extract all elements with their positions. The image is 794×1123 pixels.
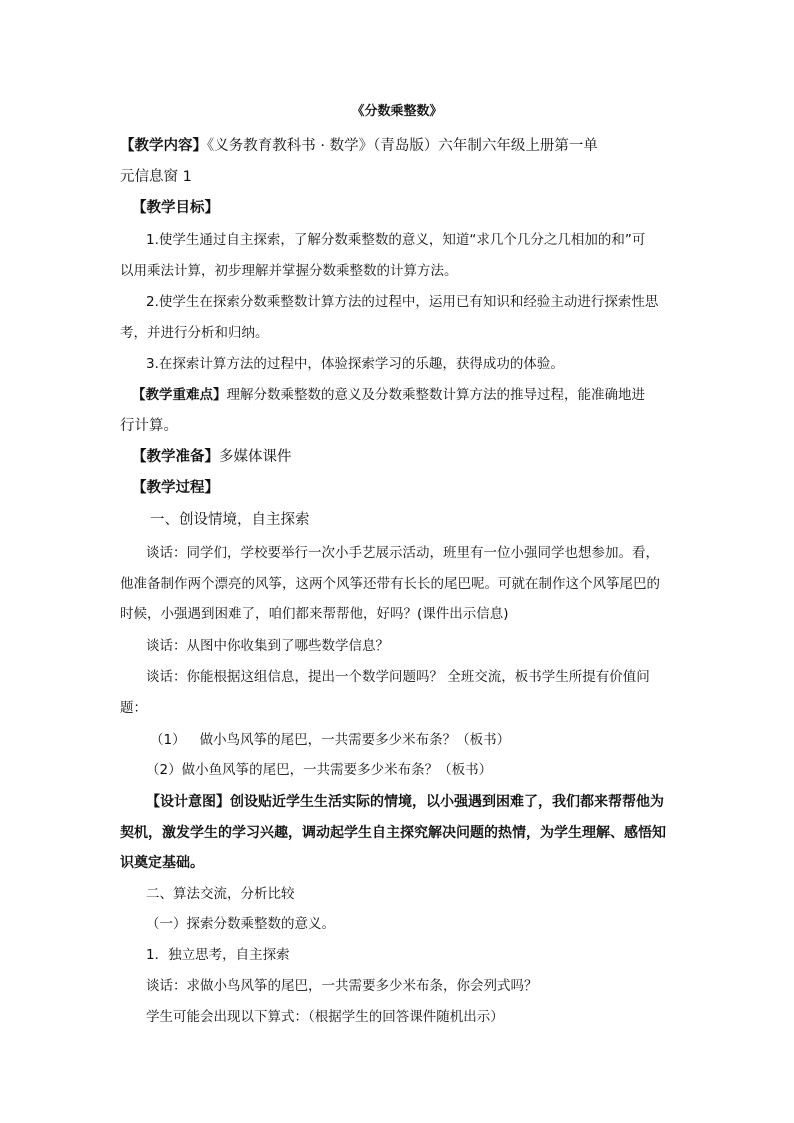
key-points-text: 理解分数乘整数的意义及分数乘整数计算方法的推导过程，能准确地进: [226, 387, 645, 403]
question-1: [150, 730, 510, 750]
preparation-text: 多媒体课件: [219, 449, 292, 465]
key-points-line-1: [132, 385, 645, 405]
step-1: 1．独立思考，自主探索: [146, 947, 290, 963]
objective-2-line-2: 考，并进行分析和归纳。: [120, 325, 269, 341]
objective-2-line-1: 2.使学生在探索分数乘整数计算方法的过程中，运用已有知识和经验主动进行探索性思: [146, 294, 659, 310]
objective-3: 3.在探索计算方法的过程中，体验探索学习的乐趣，获得成功的体验。: [146, 356, 564, 372]
key-points-label: 【教学重难点】: [132, 387, 227, 403]
process-label: 【教学过程】: [132, 480, 219, 496]
document-title: 《分数乘整数》: [351, 104, 443, 119]
design-intent-line-2: 契机，激发学生的学习兴趣，调动起学生自主探究解决问题的热情，为学生理解、感悟知: [120, 825, 666, 841]
talk-4: 谈话：求做小鸟风筝的尾巴，一共需要多少米布条，你会列式吗？: [146, 978, 538, 994]
key-points-line-2: 行计算。: [120, 418, 178, 434]
talk-1-line-3: 时候，小强遇到困难了，咱们都来帮帮他，好吗？(课件出示信息): [120, 606, 509, 622]
preparation-label: 【教学准备】: [132, 449, 219, 465]
question-2: （2）做小鱼风筝的尾巴，一共需要多少米布条？（板书）: [146, 762, 493, 778]
design-intent-line-1: [146, 792, 664, 812]
content-line-1: [120, 136, 598, 156]
design-intent-label: 【设计意图】: [146, 794, 230, 810]
talk-1-line-2: 他准备制作两个漂亮的风筝，这两个风筝还带有长长的尾巴呢。可就在制作这个风筝尾巴的: [120, 576, 660, 592]
objectives-label: 【教学目标】: [132, 200, 219, 216]
section-1-heading: 一、创设情境，自主探索: [150, 512, 310, 528]
design-intent-text: 创设贴近学生生活实际的情境，以小强遇到困难了，我们都来帮帮他为: [230, 794, 664, 810]
preparation-line: [132, 447, 292, 467]
talk-5: 学生可能会出现以下算式：（根据学生的回答课件随机出示）: [146, 1009, 504, 1025]
talk-3-line-2: 题：: [120, 700, 147, 716]
objective-1-line-2: 以用乘法计算，初步理解并掌握分数乘整数的计算方法。: [120, 263, 458, 279]
question-1-text: 做小鸟风筝的尾巴，一共需要多少米布条？（板书）: [199, 732, 511, 748]
objective-1-line-1: 1.使学生通过自主探索，了解分数乘整数的意义，知道“求几个几分之几相加的和”可: [146, 232, 646, 248]
question-1-number: （1）: [150, 732, 186, 748]
talk-1-line-1: 谈话：同学们，学校要举行一次小手艺展示活动，班里有一位小强同学也想参加。看，: [146, 545, 659, 561]
subsection-1: （一）探索分数乘整数的意义。: [146, 916, 335, 932]
content-line-2: 元信息窗 1: [120, 169, 192, 185]
section-2-heading: 二、算法交流，分析比较: [146, 886, 295, 902]
content-label: 【教学内容】: [120, 138, 207, 154]
talk-2: 谈话：从图中你收集到了哪些数学信息？: [146, 638, 389, 654]
content-text: 《义务教育教科书 · 数学》（青岛版）六年制六年级上册第一单: [207, 138, 598, 154]
talk-3-line-1: 谈话：你能根据这组信息，提出一个数学问题吗？ 全班交流，板书学生所提有价值问: [146, 669, 650, 685]
design-intent-line-3: 识奠定基础。: [120, 855, 204, 871]
